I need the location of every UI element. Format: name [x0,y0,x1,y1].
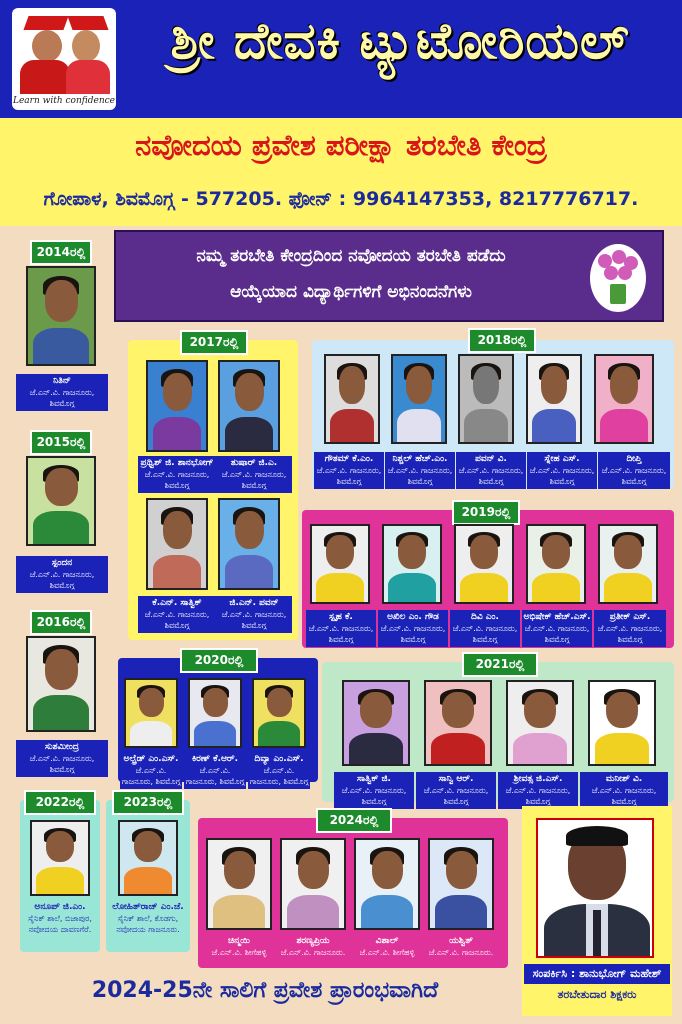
student-card [498,772,578,809]
student-photo [206,838,272,930]
student-school: ಜೆ.ಎನ್.ವಿ. ಶೀಗೆಹಳ್ಳಿ [211,948,267,957]
student-school: ಸೈನಿಕ್ ಶಾಲೆ, ಕೊಡಗು, ನವೋದಯ ಗಾಜನೂರು. [116,914,180,934]
student-name: ಸ್ನೇಹ ಎಸ್. [544,454,580,464]
congrats-line1: ನಮ್ಮ ತರಬೇತಿ ಕೇಂದ್ರದಿಂದ ನವೋದಯ ತರಬೇತಿ ಪಡೆದು [196,246,506,266]
student-name: ಕೆ.ಎನ್. ಸಾತ್ವಿಕ್ [152,598,202,608]
student-name: ಸಾತ್ವಿಕ್ ಜಿ. [357,774,391,784]
student-name: ಚಿನ್ಮಯಿ [228,936,250,946]
student-school: ಜೆ.ಎನ್.ವಿ. ಗಾಜನೂರು, ಶಿವಮೊಗ್ಗ [591,786,657,806]
student-name: ಜಿ.ಎನ್. ಪವನ್ [229,598,279,608]
year-label-2018: 2018ರಲ್ಲಿ [468,328,536,353]
student-name: ನಿತಿನ್ [53,376,71,386]
student-name: ಮನೀಶ್ ವಿ. [605,774,643,784]
student-school: ಜೆ.ಎನ್.ವಿ. ಗಾಜನೂರು, ಶಿವಮೊಗ್ಗ [29,754,95,774]
student-card [385,452,455,489]
student-card [16,556,108,593]
year-label-2019: 2019ರಲ್ಲಿ [452,500,520,525]
student-name: ಕಿರಣ್ ಕೆ.ಆರ್. [191,754,239,764]
year-label-2022: 2022ರಲ್ಲಿ [24,790,96,815]
student-school: ಜೆ.ಎನ್.ವಿ. ಗಾಜನೂರು, ಶಿವಮೊಗ್ಗ [308,624,374,644]
flower-bouquet-icon [590,244,646,312]
student-name: ಅಖಿಲ ಎಂ. ಗೌಡ [387,612,439,622]
student-name: ಗೌತಮ್ ಕೆ.ಎಂ. [324,454,374,464]
student-name: ಲೋಹಿತ್‌ರಾಜ್ ಎಂ.ಜೆ. [112,902,184,912]
student-card [314,452,384,489]
student-photo [458,354,514,444]
logo [12,8,116,110]
student-card [216,456,292,493]
student-photo [391,354,447,444]
student-card [594,610,666,647]
student-name: ತುಷಾರ್ ಜಿ.ಎ. [230,458,278,468]
student-name: ದೀಪ್ತಿ [626,454,642,464]
student-name: ಸ್ಪಂದನ [51,558,73,568]
student-card [120,752,182,789]
student-card [352,934,422,960]
student-photo [526,354,582,444]
student-school: ಜೆ.ಎನ್.ವಿ. ಶೀಗೆಹಳ್ಳಿ [359,948,415,957]
student-name: ಅಭಿಷೇಕ್ ಹೆಚ್.ಎಸ್. [523,612,591,622]
student-photo [324,354,380,444]
student-school: ಜೆ.ಎನ್.ವಿ. ಗಾಜನೂರು, ಶಿವಮೊಗ್ಗ [458,466,524,486]
student-photo [146,360,208,452]
student-card [216,596,292,633]
student-card [527,452,597,489]
student-card [204,934,274,960]
student-school: ಜೆ.ಎನ್.ವಿ. ಗಾಜನೂರು, ಶಿವಮೊಗ್ಗ [387,466,453,486]
year-label-2017: 2017ರಲ್ಲಿ [180,330,248,355]
student-school: ಜೆ.ಎನ್.ವಿ. ಗಾಜನೂರು, ಶಿವಮೊಗ್ಗ [221,470,287,490]
student-name: ನಿಶ್ಚಲ್ ಹೆಚ್.ಎಂ. [392,454,448,464]
student-name: ಅನೂಪ್ ಜಿ.ಎಂ. [34,902,86,912]
student-name: ಯಶ್ವಿತ್ [449,936,473,946]
student-card [138,596,216,633]
teacher-name: ಸಂಪರ್ಕಿಸಿ : ಶಾನುಭೋಗ್ ಮಹೇಶ್ [524,964,670,984]
student-photo [118,820,178,896]
student-school: ಜೆ.ಎನ್.ವಿ. ಗಾಜನೂರು, ಶಿವಮೊಗ್ಗ [341,786,407,806]
congrats-banner [114,230,664,322]
address-phone: ಗೋಪಾಳ, ಶಿವಮೊಗ್ಗ - 577205. ಫೋನ್ : 9964147353, 8217776717. [43,188,639,210]
student-school: ಜೆ.ಎನ್.ವಿ. ಗಾಜನೂರು, ಶಿವಮೊಗ್ಗ [380,624,446,644]
student-school: ಜೆ.ಎನ್.ವಿ. ಗಾಜನೂರು, ಶಿವಮೊಗ್ಗ [185,766,245,786]
congrats-line2: ಆಯ್ಕೆಯಾದ ವಿದ್ಯಾರ್ಥಿಗಳಿಗೆ ಅಭಿನಂದನೆಗಳು [230,282,472,302]
year-label-2015: 2015ರಲ್ಲಿ [30,430,92,455]
student-school: ಜೆ.ಎನ್.ವಿ. ಗಾಜನೂರು, ಶಿವಮೊಗ್ಗ [524,624,590,644]
student-card [16,374,108,411]
admission-notice: 2024-25ನೇ ಸಾಲಿಗೆ ಪ್ರವೇಶ ಪ್ರಾರಂಭವಾಗಿದೆ [91,978,439,1003]
student-school: ಜೆ.ಎನ್.ವಿ. ಗಾಜನೂರು. [280,948,346,957]
teacher-photo [536,818,654,958]
student-school: ಜೆ.ಎನ್.ವಿ. ಗಾಜನೂರು, ಶಿವಮೊಗ್ಗ [316,466,382,486]
student-photo [252,678,306,748]
student-card [378,610,448,647]
student-photo [188,678,242,748]
teacher-role: ತರಬೇತುದಾರ ಶಿಕ್ಷಕರು [557,988,637,1001]
student-school: ಜೆ.ಎನ್.ವಿ. ಗಾಜನೂರು, ಶಿವಮೊಗ್ಗ [144,610,210,630]
student-photo [454,524,514,604]
student-name: ಸ್ಪೃಹ ಕೆ. [329,612,353,622]
student-school: ಜೆ.ಎನ್.ವಿ. ಗಾಜನೂರು, ಶಿವಮೊಗ್ಗ [529,466,595,486]
year-label-2024: 2024ರಲ್ಲಿ [316,808,392,833]
student-school: ಜೆ.ಎನ್.ವಿ. ಗಾಜನೂರು, ಶಿವಮೊಗ್ಗ [597,624,663,644]
student-photo [428,838,494,930]
year-label-2023: 2023ರಲ್ಲಿ [112,790,184,815]
student-card [598,452,670,489]
student-card [580,772,668,809]
student-photo [30,820,90,896]
student-card [138,456,216,493]
student-school: ಜೆ.ಎನ್.ವಿ. ಗಾಜನೂರು, ಶಿವಮೊಗ್ಗ [249,766,309,786]
student-photo [598,524,658,604]
student-name: ವಿಶಾಲ್ [375,936,399,946]
student-name: ಪವನ್ ವಿ. [475,454,507,464]
student-photo [382,524,442,604]
student-school: ಜೆ.ಎನ್.ವಿ. ಗಾಜನೂರು, ಶಿವಮೊಗ್ಗ [505,786,571,806]
student-school: ಜೆ.ಎನ್.ವಿ. ಗಾಜನೂರು, ಶಿವಮೊಗ್ಗ [144,470,210,490]
student-school: ಜೆ.ಎನ್.ವಿ. ಗಾಜನೂರು, ಶಿವಮೊಗ್ಗ [29,388,95,408]
student-card [184,752,246,789]
subtitle: ನವೋದಯ ಪ್ರವೇಶ ಪರೀಕ್ಷಾ ತರಬೇತಿ ಕೇಂದ್ರ [135,128,547,162]
logo-tagline: Learn with confidence [13,96,115,106]
student-card [108,902,188,935]
student-school: ಜೆ.ಎನ್.ವಿ. ಗಾಜನೂರು, ಶಿವಮೊಗ್ಗ [601,466,667,486]
student-school: ಜೆ.ಎನ್.ವಿ. ಗಾಜನೂರು, ಶಿವಮೊಗ್ಗ [221,610,287,630]
student-photo [506,680,574,766]
student-photo [594,354,654,444]
student-photo [354,838,420,930]
student-photo [424,680,492,766]
page-title: ಶ್ರೀ ದೇವಕಿ ಟ್ಯುಟೋರಿಯಲ್ [170,12,630,70]
student-photo [146,498,208,590]
student-name: ಅಲ್ಫ್ರೆಡ್ ಎಂ.ಎಸ್. [123,754,179,764]
student-card [306,610,376,647]
student-name: ಶ್ರೀವತ್ಸ ಜಿ.ಎಸ್. [513,774,563,784]
student-card [522,610,592,647]
student-name: ಶರಣ್ಯಪ್ರಿಯ [296,936,330,946]
student-name: ಪ್ರತೀಕ್ ಎಸ್. [609,612,651,622]
student-school: ಸೈನಿಕ್ ಶಾಲೆ, ಬಿಜಾಪುರ, ನವೋದಯ ದಾವಣಗೆರೆ. [28,914,92,934]
student-photo [280,838,346,930]
student-name: ದಿವ್ಯಾ ಎಂ.ಎಸ್. [254,754,304,764]
student-photo [526,524,586,604]
student-name: ಸಾನ್ವಿ ಆರ್. [438,774,474,784]
student-photo [124,678,178,748]
student-photo [218,360,280,452]
student-school: ಜೆ.ಎನ್.ವಿ. ಗಾಜನೂರು, ಶಿವಮೊಗ್ಗ [29,570,95,590]
student-photo [310,524,370,604]
student-card [450,610,520,647]
year-label-2021: 2021ರಲ್ಲಿ [462,652,538,677]
student-card [248,752,310,789]
student-photo [342,680,410,766]
student-school: ಜೆ.ಎನ್.ವಿ. ಗಾಜನೂರು, ಶಿವಮೊಗ್ಗ [452,624,518,644]
student-card [22,902,98,935]
student-photo [26,456,96,546]
student-card [426,934,496,960]
student-name: ಸುಶಮೀಂದ್ರ [45,742,79,752]
year-label-2014: 2014ರಲ್ಲಿ [30,240,92,265]
student-photo [588,680,656,766]
student-card [16,740,108,777]
year-label-2020: 2020ರಲ್ಲಿ [180,648,258,673]
student-name: ದಿವಿ ಎಂ. [471,612,499,622]
student-school: ಜೆ.ಎನ್.ವಿ. ಗಾಜನೂರು, ಶಿವಮೊಗ್ಗ [121,766,181,786]
student-photo [218,498,280,590]
student-card [278,934,348,960]
student-card [334,772,414,809]
student-name: ಪ್ರಥ್ವಿಶ್ ಜಿ. ಶಾನಭೋಗ್ [140,458,214,468]
year-label-2016: 2016ರಲ್ಲಿ [30,610,92,635]
student-card [416,772,496,809]
student-card [456,452,526,489]
student-school: ಜೆ.ಎನ್.ವಿ. ಗಾಜನೂರು. [428,948,494,957]
student-photo [26,266,96,366]
student-school: ಜೆ.ಎನ್.ವಿ. ಗಾಜನೂರು, ಶಿವಮೊಗ್ಗ [423,786,489,806]
student-photo [26,636,96,732]
